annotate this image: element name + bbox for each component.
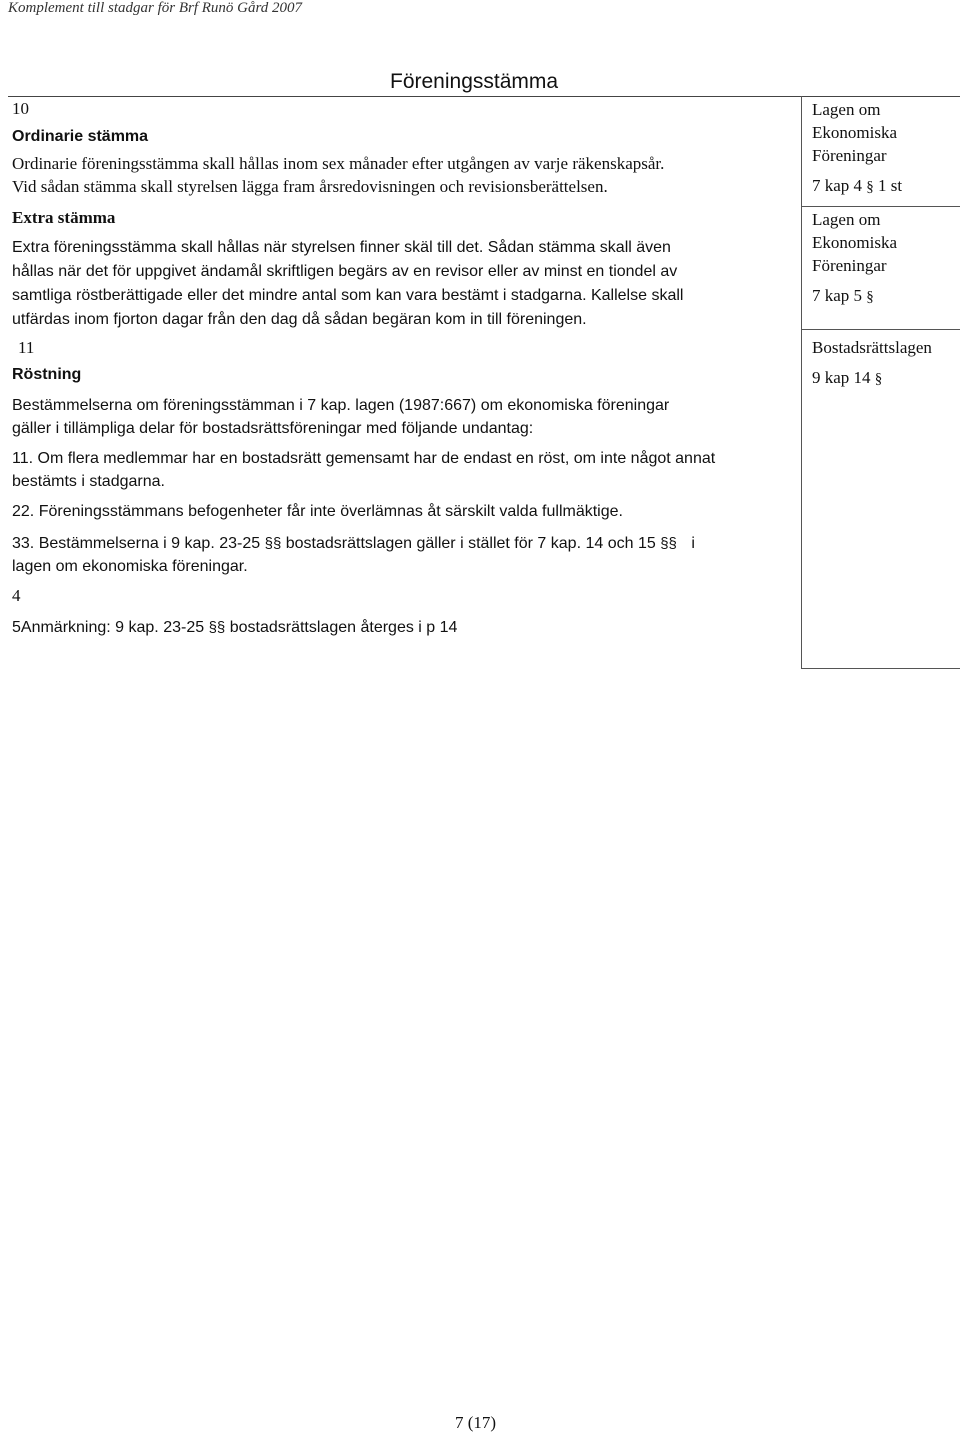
list-item-3: 33. Bestämmelserna i 9 kap. 23-25 §§ bostadsrättslagen gäller i stället för 7 kap. 14 och 15 §§ i lagen om ekonomiska föreningar.: [12, 532, 695, 578]
list-item-1: 11. Om flera medlemmar har en bostadsrätt gemensamt har de endast en röst, om inte något annat bestämts i stadgarna.: [12, 450, 716, 490]
section-title: Föreningsstämma: [390, 70, 559, 93]
paragraph-number-11: 11: [18, 338, 35, 357]
footnote-number: 4: [12, 586, 21, 605]
section-sign-icon: §: [668, 535, 677, 552]
side-ref-3-law: 9 kap 14 §: [812, 368, 883, 387]
extra-text: Extra föreningsstämma skall hållas när styrelsen finner skäl till det. Sådan stämma skall även hållas när det för uppgivet ändamål skriftligen begärs av en revisor eller av minst en tiondel av samtliga röstberättigade eller det mindre antal som kan vara bestämt i stadgarna. Kallelse skall utfärdas inom fjorton dagar från den dag då sådan begäran kom in till föreningen.: [12, 239, 684, 328]
section-sign-icon: §: [216, 619, 226, 636]
heading-rostning: Röstning: [12, 366, 82, 383]
rostning-text: Bestämmelserna om föreningsstämman i 7 kap. lagen (1987:667) om ekonomiska föreningar gäller i tillämpliga delar för bostadsrättsföreningar med följande undantag:: [12, 397, 670, 437]
ordinarie-text: Ordinarie föreningsstämma skall hållas inom sex månader efter utgången av varje räkenskapsår. Vid sådan stämma skall styrelsen lägga fram årsredovisningen och revisionsberättelsen.: [12, 154, 665, 196]
side-divider-1: [801, 206, 960, 207]
heading-ordinarie-stamma: Ordinarie stämma: [12, 128, 149, 145]
side-ref-2: Lagen om Ekonomiska Föreningar: [812, 210, 897, 275]
section-sign-icon: §: [874, 371, 883, 387]
section-sign-icon: §: [208, 619, 217, 636]
paragraph-number-10: 10: [12, 99, 29, 118]
side-ref-3: Bostadsrättslagen: [812, 338, 932, 357]
side-ref-1-law: 7 kap 4 § 1 st: [812, 176, 903, 195]
running-header: Komplement till stadgar för Brf Runö Gård 2007: [8, 0, 303, 16]
list-item-2: 22. Föreningsstämmans befogenheter får inte överlämnas åt särskilt valda fullmäktige.: [12, 503, 623, 520]
footnote-text: 5Anmärkning: 9 kap. 23-25 §§ bostadsrättslagen återges i p 14: [12, 616, 457, 640]
heading-extra-stamma: Extra stämma: [12, 208, 116, 227]
section-sign-icon: §: [866, 289, 874, 305]
section-sign-icon: §: [264, 535, 273, 552]
side-divider-2: [801, 329, 960, 330]
side-ref-1: Lagen om Ekonomiska Föreningar: [812, 100, 897, 165]
section-sign-icon: §: [866, 179, 874, 195]
section-sign-icon: §: [660, 535, 669, 552]
side-ref-2-law: 7 kap 5 §: [812, 286, 874, 305]
page-number: 7 (17): [455, 1413, 497, 1432]
section-sign-icon: §: [272, 535, 282, 552]
